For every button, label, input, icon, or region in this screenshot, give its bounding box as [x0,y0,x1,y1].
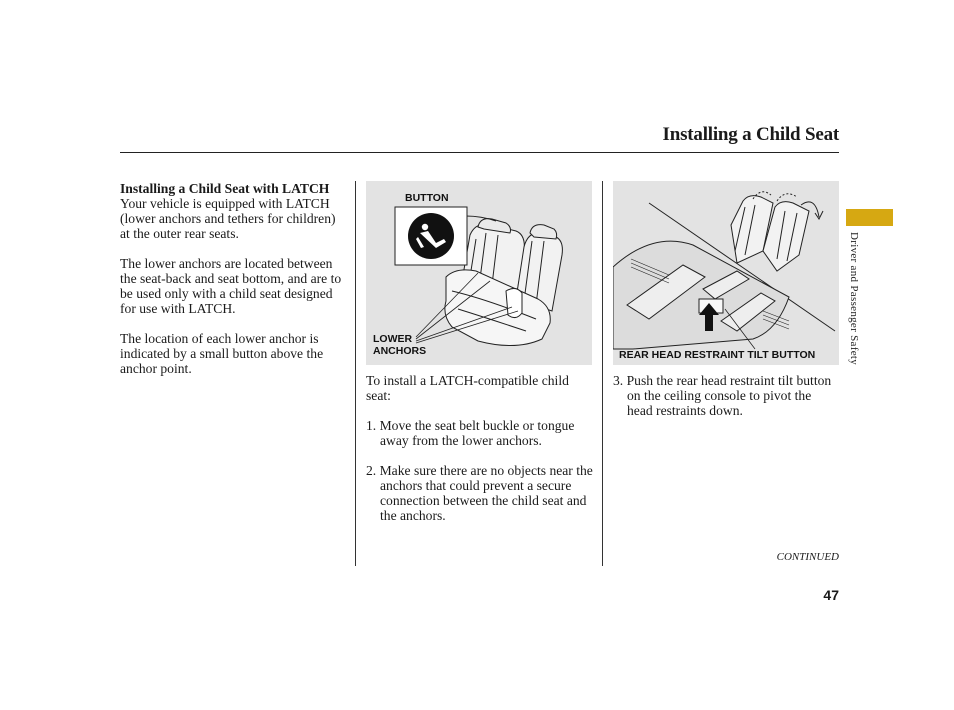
step-3: 3. Push the rear head restraint tilt button on the ceiling console to pivot the head restraints down. [613,373,832,418]
left-column [120,181,348,391]
step-1: 1. Move the seat belt buckle or tongue away from the lower anchors. [366,418,575,448]
label-button: BUTTON [405,192,449,204]
paragraph-1: Your vehicle is equipped with LATCH (lower anchors and tethers for children) at the outer rear seats. [120,196,336,241]
ceiling-console-figure [613,181,839,365]
intro-text: To install a LATCH-compatible child seat: [366,373,569,403]
step-2: 2. Make sure there are no objects near the anchors that could prevent a secure connection between the child seat and the anchors. [366,463,593,523]
label-tilt-button: REAR HEAD RESTRAINT TILT BUTTON [619,349,816,361]
middle-column [366,373,594,538]
ceiling-console-illustration [613,181,839,365]
page-number: 47 [823,587,839,603]
right-column [613,373,839,433]
section-tab-label: Driver and Passenger Safety [848,232,860,366]
paragraph-3: The location of each lower anchor is indicated by a small button above the anchor point. [120,331,324,376]
section-tab [846,209,893,226]
title-rule [120,152,839,153]
label-lower: LOWER [373,333,413,345]
label-anchors: ANCHORS [373,345,427,357]
column-divider-left [355,181,356,566]
paragraph-2: The lower anchors are located between the seat-back and seat bottom, and are to be used only with a child seat designed for use with LATCH. [120,256,342,316]
continued-label: CONTINUED [776,551,839,563]
page-title: Installing a Child Seat [662,124,839,145]
latch-seat-figure [366,181,592,365]
section-heading: Installing a Child Seat with LATCH [120,181,330,196]
column-divider-right [602,181,603,566]
